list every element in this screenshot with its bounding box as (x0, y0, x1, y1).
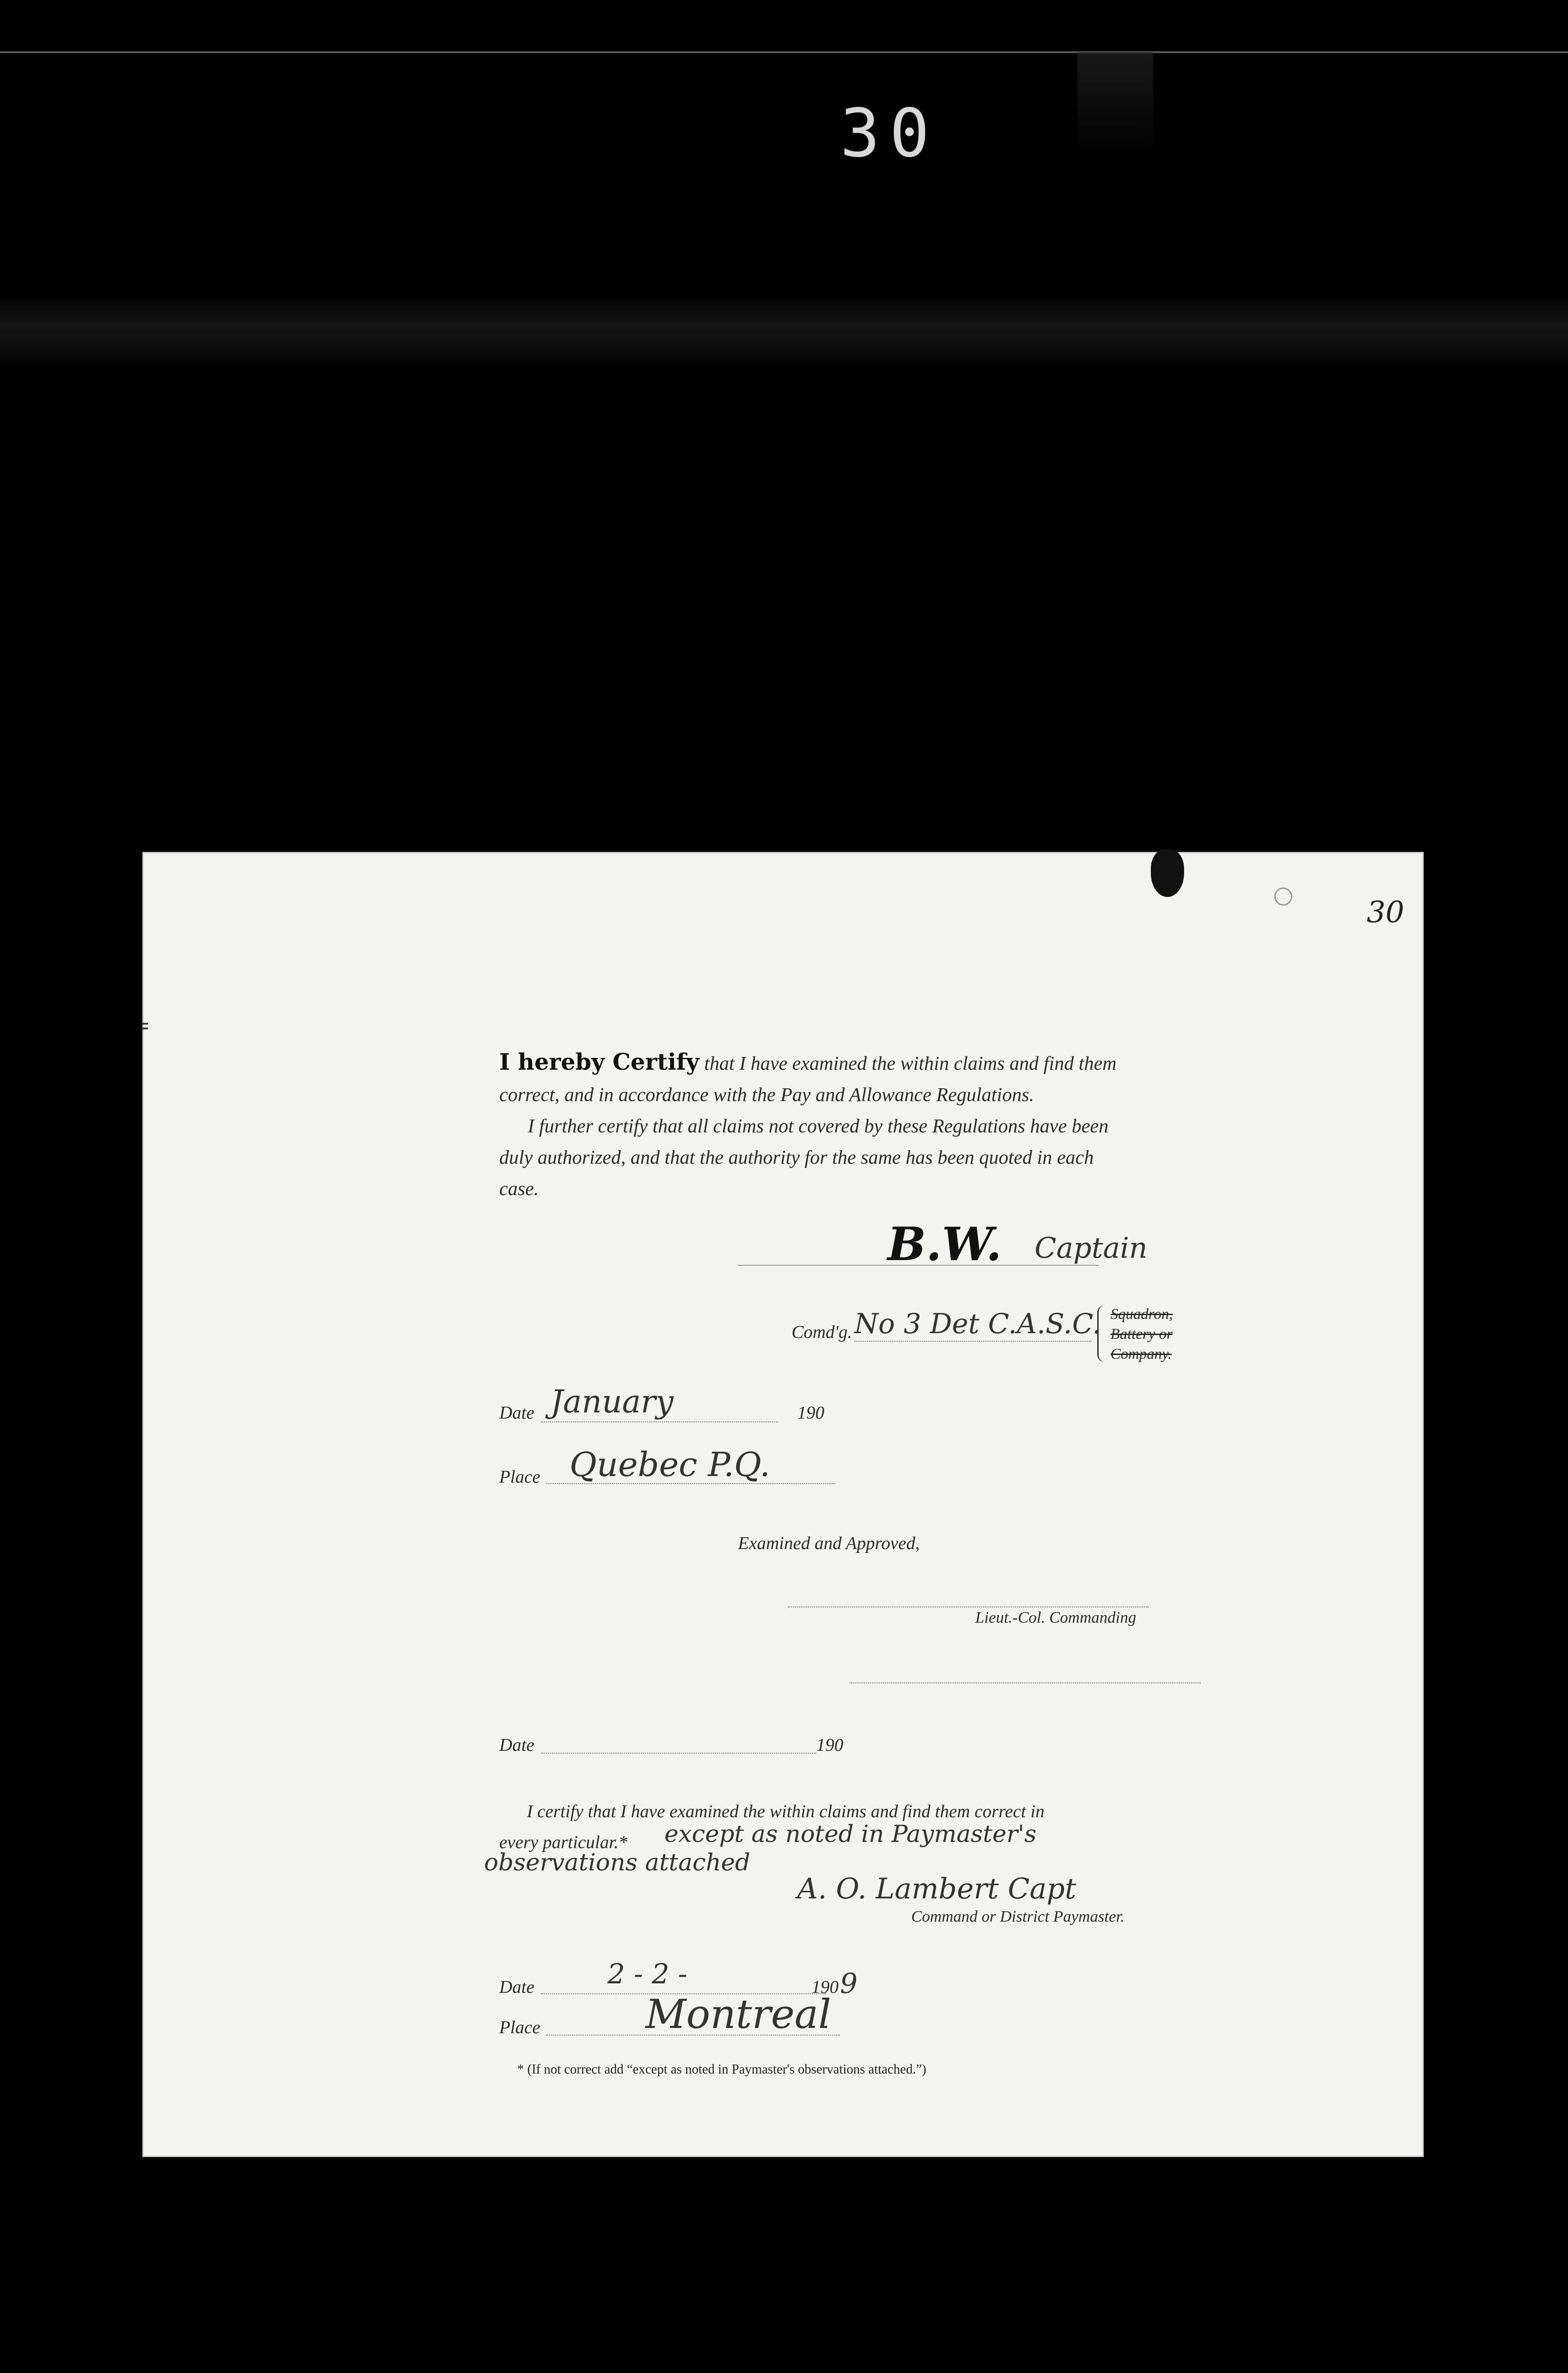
handwritten-page-number: 30 (1367, 895, 1404, 929)
ink-blot (1151, 850, 1184, 897)
date-year-prefix: 190 (816, 1735, 843, 1755)
date-year-digit: 9 (840, 1967, 858, 1999)
film-grain-band (0, 294, 1568, 370)
film-grain-spot (1077, 52, 1153, 157)
date-label: Date (499, 1403, 534, 1423)
date-label: Date (499, 1977, 534, 1997)
comdg-line (854, 1341, 1092, 1342)
edge-mark (142, 1028, 148, 1029)
comdg-label: Comd'g. (792, 1322, 852, 1342)
comdg-unit: No 3 Det C.A.S.C. (854, 1308, 1101, 1340)
place-value: Montreal (645, 1991, 831, 2037)
date-day-month: 2 - 2 - (607, 1958, 688, 1990)
paymaster-label: Command or District Paymaster. (911, 1908, 1125, 1925)
lieut-col-label: Lieut.-Col. Commanding (975, 1609, 1137, 1626)
place-value: Quebec P.Q. (569, 1445, 770, 1484)
date-label: Date (499, 1735, 534, 1755)
place-label: Place (499, 2018, 541, 2037)
unit-options (1111, 1304, 1173, 1364)
option-battery: Battery or (1111, 1325, 1173, 1342)
edge-mark (142, 1023, 148, 1025)
bracket (1097, 1305, 1108, 1362)
paymaster-exception: except as noted in Paymaster's (664, 1820, 1037, 1848)
paymaster-certify-line1: I certify that I have examined the within claims and find them correct in (527, 1802, 1045, 1822)
punch-hole (1274, 888, 1292, 906)
further-certify-line2: duly authorized, and that the authority for the same has been quoted in each (499, 1146, 1094, 1168)
option-squadron: Squadron, (1111, 1305, 1173, 1322)
blank-line (849, 1682, 1201, 1683)
paymaster-exception-cont: observations attached (484, 1849, 750, 1876)
frame-number: 30 (840, 95, 939, 172)
date-year-prefix: 190 (812, 1977, 839, 1997)
place-label: Place (499, 1467, 541, 1487)
captain-signature: B.W. (887, 1217, 1002, 1271)
captain-title: Captain (1035, 1232, 1148, 1265)
date-line (541, 1753, 816, 1754)
further-certify-line3: case. (499, 1177, 539, 1199)
option-company: Company. (1111, 1345, 1172, 1362)
certify-line1: that I have examined the within claims and find them (704, 1052, 1117, 1074)
certify-paragraph (499, 1046, 1358, 1204)
footnote: * (If not correct add “except as noted in Paymaster's observations attached.”) (517, 2062, 926, 2077)
date-year-prefix: 190 (797, 1403, 824, 1423)
film-top-line (0, 51, 1568, 53)
further-certify-line1: I further certify that all claims not covered by these Regulations have been (528, 1115, 1109, 1137)
date-month: January (551, 1383, 674, 1420)
examined-approved: Examined and Approved, (738, 1533, 920, 1553)
date-line (541, 1421, 778, 1422)
document-sheet (142, 852, 1424, 2157)
paymaster-certify-line2: every particular.* (499, 1832, 628, 1852)
paymaster-signature: A. O. Lambert Capt (797, 1872, 1076, 1906)
certify-lead: I hereby Certify (499, 1049, 700, 1075)
certify-line2: correct, and in accordance with the Pay and Allowance Regulations. (499, 1084, 1034, 1105)
